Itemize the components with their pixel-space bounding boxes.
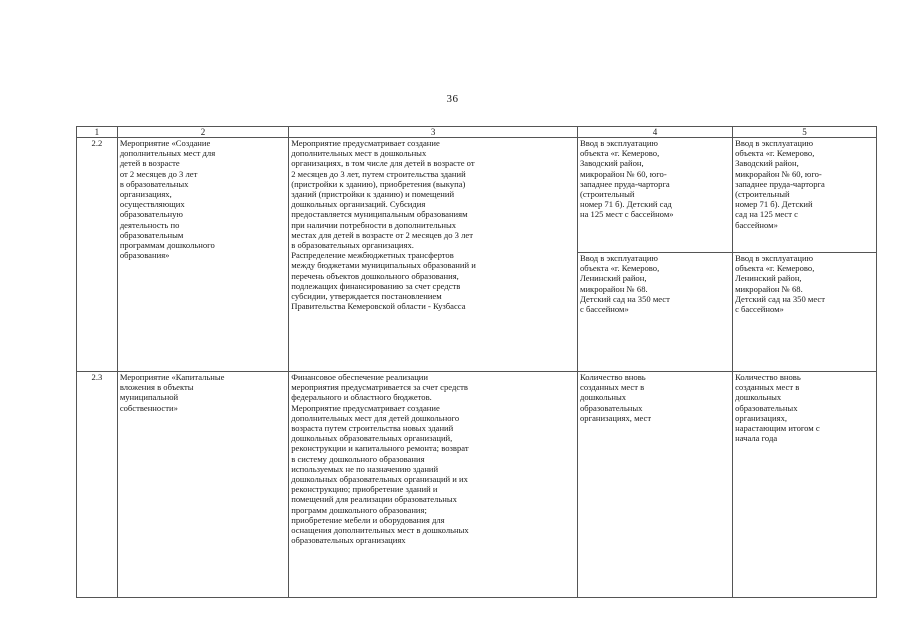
text-line: мероприятия предусматривается за счет средств <box>291 382 468 393</box>
text-line: с бассейном» <box>580 304 629 315</box>
text-line: детей в возрасте <box>119 158 180 169</box>
text-line: созданных мест в <box>580 382 645 393</box>
calculation-part <box>733 138 876 253</box>
text-line: организациях, <box>735 412 788 423</box>
text-line: Ввод в эксплуатацию <box>580 138 658 148</box>
text-line: в образовательных организациях. <box>291 240 414 251</box>
column-number-cell: 1 <box>77 127 118 138</box>
text-line: микрорайон № 60, юго- <box>735 168 822 179</box>
text-line: дошкольных <box>580 392 627 403</box>
text-line: Количество вновь <box>580 372 646 382</box>
text-line: при наличии потребности в дополнительных <box>291 219 457 230</box>
text-line: Мероприятие предусматривает создание <box>291 138 440 148</box>
text-line: перечень объектов дошкольного образования, <box>291 270 459 281</box>
text-line: (строительный <box>735 189 790 200</box>
text-line: Детский сад на 350 мест <box>735 293 825 304</box>
text-line: программам дошкольного <box>119 240 215 251</box>
text-line: приобретение мебели и оборудования для <box>291 514 445 525</box>
text-line: номер 71 б). Детский <box>735 199 813 210</box>
text-line: субсидии, утверждается постановлением <box>291 291 442 302</box>
text-line: программ дошкольного образования; <box>291 504 427 515</box>
text-line: объекта «г. Кемерово, <box>735 263 815 274</box>
indicator-cell <box>578 372 733 598</box>
text-line: объекта «г. Кемерово, <box>580 263 660 274</box>
text-line: микрорайон № 60, юго- <box>580 168 667 179</box>
page-number: 36 <box>446 93 459 105</box>
measures-table <box>76 126 877 598</box>
text-line: организациях, мест <box>580 412 652 423</box>
measure-description <box>289 372 578 598</box>
text-line: на 125 мест с бассейном» <box>580 209 674 220</box>
indicator-cell <box>578 138 733 372</box>
text-line: дошкольных образовательных организаций, <box>291 433 453 444</box>
text-line: (строительный <box>580 189 635 200</box>
text-line: образования» <box>119 250 170 261</box>
text-line: номер 71 б). Детский сад <box>580 199 672 210</box>
calculation-part <box>733 253 876 314</box>
text-line: дошкольных организаций. Субсидия <box>291 199 426 210</box>
table-row <box>77 372 877 598</box>
text-line: Ввод в эксплуатацию <box>735 138 814 148</box>
text-line: Количество вновь <box>735 372 801 382</box>
text-line: местах для детей в возрасте от 2 месяцев до 3 лет <box>291 229 473 240</box>
text-line: объекта «г. Кемерово, <box>580 148 660 159</box>
text-line: муниципальной <box>119 392 179 403</box>
text-line: сад на 125 мест с <box>735 209 798 220</box>
text-line: Правительства Кемеровской области - Кузбасса <box>291 301 466 312</box>
text-line: Ленинский район, <box>735 273 802 284</box>
row-number: 2.2 <box>77 138 118 372</box>
text-line: Ленинский район, <box>580 273 647 284</box>
text-line: используемых не по назначению зданий <box>291 463 439 474</box>
text-line: реконструкцию; приобретение зданий и <box>291 484 438 495</box>
text-line: Ввод в эксплуатацию <box>735 253 814 263</box>
text-line: оснащения дополнительных мест в дошкольных <box>291 525 469 536</box>
text-line: Мероприятие «Создание <box>119 138 211 148</box>
text-line: образовательных <box>580 402 643 413</box>
text-line: бассейном» <box>735 219 778 230</box>
text-line: образовательную <box>119 209 183 220</box>
text-line: федерального и областного бюджетов. <box>291 392 432 403</box>
text-line: 2 месяцев до 3 лет, путем строительства зданий <box>291 168 466 179</box>
text-line: в образовательных <box>119 178 189 189</box>
text-line: собственности» <box>119 402 178 413</box>
text-line: Заводский район, <box>580 158 644 169</box>
text-line: объекта «г. Кемерово, <box>735 148 815 159</box>
column-number-row <box>77 127 877 138</box>
indicator-part <box>578 253 732 314</box>
measure-title <box>117 138 288 372</box>
table-row <box>77 138 877 372</box>
text-line: подлежащих финансированию за счет средств <box>291 280 461 291</box>
text-line: нарастающим итогом с <box>735 423 820 434</box>
text-line: Мероприятие «Капитальные <box>119 372 225 382</box>
text-line: образовательным <box>119 229 184 240</box>
text-line: Мероприятие предусматривает создание <box>291 402 440 413</box>
text-line: дошкольных образовательных организаций и их <box>291 474 468 485</box>
text-line: Распределение межбюджетных трансфертов <box>291 250 454 261</box>
text-line: дошкольных <box>735 392 782 403</box>
text-line: образовательных <box>735 402 798 413</box>
text-line: между бюджетами муниципальных образований и <box>291 260 476 271</box>
text-line: дополнительных мест в дошкольных <box>291 148 427 159</box>
text-line: дополнительных мест для детей дошкольного <box>291 412 460 423</box>
text-line: Финансовое обеспечение реализации <box>291 372 429 382</box>
text-line: реконструкции и капитального ремонта; возврат <box>291 443 469 454</box>
column-number-cell: 3 <box>289 127 578 138</box>
measure-description <box>289 138 578 372</box>
calculation-cell <box>733 138 877 372</box>
text-line: от 2 месяцев до 3 лет <box>119 168 198 179</box>
text-line: Ввод в эксплуатацию <box>580 253 658 263</box>
text-line: образовательных организациях <box>291 535 406 546</box>
calculation-cell <box>733 372 877 598</box>
text-line: организациях, <box>119 189 172 200</box>
column-number-cell: 4 <box>578 127 733 138</box>
text-line: западнее пруда-чарторга <box>580 178 670 189</box>
text-line: деятельность по <box>119 219 180 230</box>
text-line: осуществляющих <box>119 199 185 210</box>
measure-title <box>117 372 288 598</box>
text-line: Заводский район, <box>735 158 799 169</box>
indicator-part <box>578 138 732 253</box>
text-line: (пристройки к зданию), приобретения (выкупа) <box>291 178 466 189</box>
text-line: дополнительных мест для <box>119 148 216 159</box>
column-number-cell: 2 <box>117 127 288 138</box>
text-line: созданных мест в <box>735 382 800 393</box>
text-line: западнее пруда-чарторга <box>735 178 825 189</box>
text-line: возраста путем строительства новых зданий <box>291 423 454 434</box>
text-line: вложения в объекты <box>119 382 194 393</box>
text-line: начала года <box>735 433 778 444</box>
text-line: с бассейном» <box>735 304 784 315</box>
column-number-cell: 5 <box>733 127 877 138</box>
text-line: организациях, в том числе для детей в возрасте от <box>291 158 475 169</box>
text-line: микрорайон № 68. <box>735 283 803 294</box>
row-number: 2.3 <box>77 372 118 598</box>
text-line: помещений для реализации образовательных <box>291 494 457 505</box>
text-line: в систему дошкольного образования <box>291 453 425 464</box>
text-line: Детский сад на 350 мест <box>580 293 670 304</box>
text-line: микрорайон № 68. <box>580 283 648 294</box>
text-line: предоставляется муниципальным образованиям <box>291 209 468 220</box>
text-line: зданий (пристройки к зданию) и помещений <box>291 189 455 200</box>
